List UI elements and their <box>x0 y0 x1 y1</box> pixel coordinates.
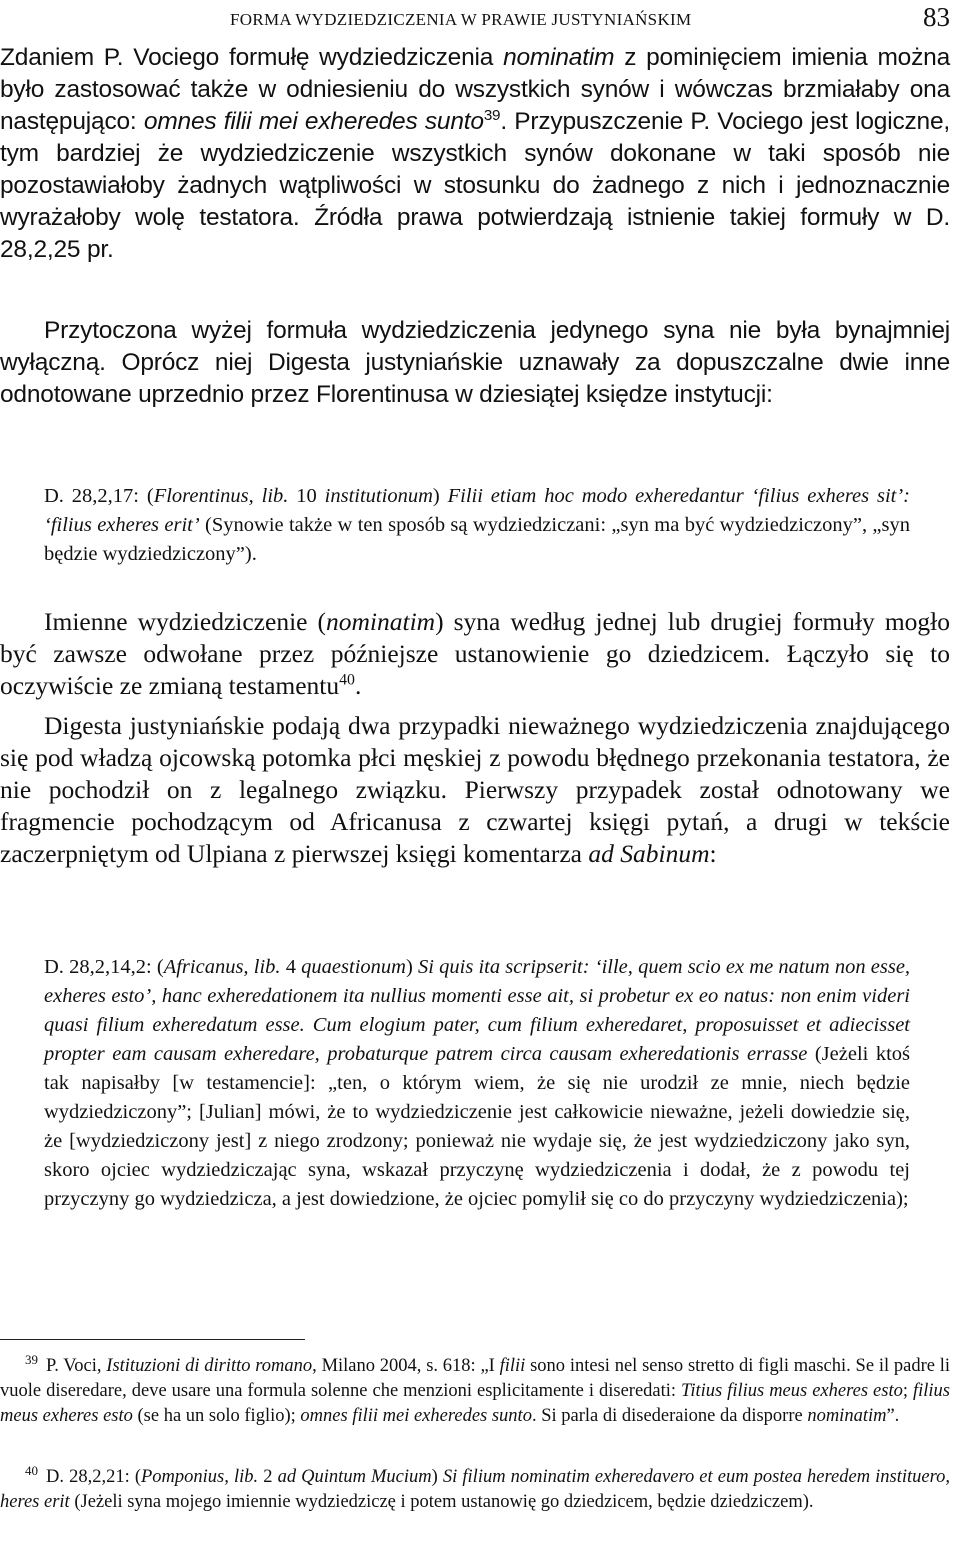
cite1-close: ) <box>432 485 448 507</box>
cite2-work: quaestionum <box>301 956 406 978</box>
cite2-ref: D. 28,2,14,2: ( <box>44 956 164 978</box>
fn39-text-c: , Milano 2004, s. 618: „I <box>312 1356 500 1376</box>
p4-text-c: : <box>709 839 717 868</box>
p1-text-a: Zdaniem P. Vociego formułę wydziedziczenia <box>0 44 504 71</box>
footnote-ref-39[interactable]: 39 <box>483 106 501 124</box>
p4-text-a: Digesta justyniańskie podają dwa przypadki nieważnego wydziedziczenia znajdującego się pod władzą ojcowską potomka płci męskiej z powodu błędnego przekonania testatora, że nie pochodził on z legalnego związku. Pierwszy przypadek został odnotowany we fragmencie pochodzącym od Africanusa z czwartej księgi pytań, a drugi w tekście zaczerpniętym od Ulpiana z pierwszej księgi komentarza <box>0 711 950 868</box>
fn39-formula-2: filius meus exheres esto <box>0 1381 951 1426</box>
fn39-italic-nominatim: nominatim <box>807 1406 887 1426</box>
p3-text-c: ) syna według jednej lub drugiej formuły mogło być zawsze odwołane przez późniejsze ustanowienie go dziedzicem. Łączyło się to oczywiście ze zmianą testamentu <box>0 607 950 700</box>
citation-africanus <box>44 953 910 1214</box>
fn39-formula-1: Titius filius meus exheres esto <box>681 1381 903 1401</box>
citation-florentinus <box>44 482 910 569</box>
footnote-ref-40[interactable]: 40 <box>339 671 355 689</box>
fn40-close: ) <box>431 1467 443 1487</box>
fn40-latin: Si filium nominatim exheredavero et eum postea heredem instituero, heres erit <box>0 1467 951 1512</box>
paragraph-3 <box>0 606 950 702</box>
fn39-title: Istituzioni di diritto romano <box>106 1356 313 1376</box>
fn39-text-i: (se ha un solo figlio); <box>132 1406 301 1426</box>
running-title: FORMA WYDZIEDZICZENIA W PRAWIE JUSTYNIAŃSKIM <box>230 10 692 29</box>
cite2-book: 4 <box>280 956 302 978</box>
footnote-40: 40 D. 28,2,21: (Pomponius, lib. 2 ad Quintum Mucium) Si filium nominatim exheredavero et eum postea heredem instituero, heres erit (Jeżeli syna mojego imiennie wydziedziczę i potem ustanowię go dziedzicem, będzie dziedziczem). <box>0 1462 951 1512</box>
p3-text-e: . <box>354 671 362 700</box>
fn40-ref: D. 28,2,21: ( <box>46 1467 141 1487</box>
running-header <box>0 2 960 38</box>
cite1-work: institutionum <box>324 485 433 507</box>
p4-italic-ad-sabinum: ad Sabinum <box>588 839 710 868</box>
fn39-text-m: ”. <box>886 1406 900 1426</box>
fn39-sep: ; <box>902 1381 913 1401</box>
p3-italic-nominatim: nominatim <box>325 607 436 636</box>
cite1-book: 10 <box>288 485 325 507</box>
p1-text-c: z pominięciem imienia można było zastosować także w odniesieniu do wszystkich synów i wówczas brzmiałaby ona następująco: <box>0 44 950 135</box>
page-number: 83 <box>923 2 950 32</box>
fn40-work: ad Quintum Mucium <box>277 1467 432 1487</box>
cite2-translation: (Jeżeli ktoś tak napisałby [w testamencie]: „ten, o którym wiem, że się nie urodził ze mnie, niech będzie wydziedziczony”; [Julian] mówi, że to wydziedziczenie jest całkowicie nieważne, jeżeli dowiedzie się, że [wydziedziczony jest] z niego zrodzony; ponieważ nie wydaje się, że jest wydziedziczony jako syn, skoro ojciec wydziedziczając syna, wskazał przyczynę wydziedziczenia i dodał, że z powodu tej przyczyny go wydziedzicza, a jest dowiedzione, że ojciec pomylił się co do przyczyny wydziedziczenia); <box>44 1043 910 1210</box>
fn39-text-a: P. Voci, <box>46 1356 107 1376</box>
footnote-39: 39 P. Voci, Istituzioni di diritto romano, Milano 2004, s. 618: „I filii sono intesi nel senso stretto di figli maschi. Se il padre li vuole diseredare, deve usare una formula solenne che menzioni esplicitamente i diseredati: Titius filius meus exheres esto; filius meus exheres esto (se ha un solo figlio); omnes filii mei exheredes sunto. Si parla di disederaione da disporre nominatim”. <box>0 1351 951 1426</box>
cite1-author: Florentinus, lib. <box>153 485 289 507</box>
p1-italic-nominatim: nominatim <box>503 44 615 71</box>
cite1-ref: D. 28,2,17: ( <box>44 485 154 507</box>
cite1-latin: Filii etiam hoc modo exheredantur ‘filius exheres sit’: ‘filius exheres erit’ <box>44 485 911 536</box>
paragraph-2: Przytoczona wyżej formuła wydziedziczenia jedynego syna nie była bynajmniej wyłączną. Oprócz niej Digesta justyniańskie uznawały za dopuszczalne dwie inne odnotowane uprzednio przez Florentinusa w dziesiątej księdze instytucji: <box>0 317 950 408</box>
fn40-translation: (Jeżeli syna mojego imiennie wydziedziczę i potem ustanowię go dziedzicem, będzie dziedziczem). <box>69 1492 814 1512</box>
p1-text-f: . Przypuszczenie P. Vociego jest logiczne, tym bardziej że wydziedziczenie wszystkich synów dokonane w taki sposób nie pozostawiałoby żadnych wątpliwości w stosunku do żadnego z nich i jednoznacznie wyrażałoby wolę testatora. Źródła prawa potwierdzają istnienie takiej formuły w D. 28,2,25 pr. <box>0 108 951 263</box>
p3-text-a: Imienne wydziedziczenie ( <box>44 607 326 636</box>
fn40-author: Pomponius, lib. <box>140 1467 259 1487</box>
fn40-book: 2 <box>258 1467 278 1487</box>
cite2-close: ) <box>405 956 418 978</box>
fn39-formula-3: omnes filii mei exheredes sunto <box>300 1406 532 1426</box>
paragraph-1 <box>0 42 950 266</box>
paragraph-4 <box>0 710 950 870</box>
cite1-translation: (Synowie także w ten sposób są wydziedziczani: „syn ma być wydziedziczony”, „syn będzie wydziedziczony”). <box>44 514 910 565</box>
footnote-divider <box>0 1339 305 1340</box>
p1-italic-formula: omnes filii mei exheredes sunto <box>143 108 484 135</box>
fn39-italic-filii: filii <box>499 1356 526 1376</box>
cite2-author: Africanus, lib. <box>163 956 281 978</box>
fn39-text-k: . Si parla di disederaione da disporre <box>531 1406 808 1426</box>
fn39-text-e: sono intesi nel senso stretto di figli maschi. Se il padre li vuole diseredare, deve usare una formula solenne che menzioni esplicitamente i diseredati: <box>0 1356 951 1401</box>
cite2-latin: Si quis ita scripserit: ‘ille, quem scio ex me natum non esse, exheres esto’, hanc exheredationem ita nullius momenti esse ait, si probetur ex eo natus: non enim videri quasi filium exheredatum esse. Cum elogium pater, cum filium exheredaret, proposuisset et adiecisset propter eam causam exheredare, probaturque patrem circa causam exheredationis errasse <box>44 956 911 1065</box>
